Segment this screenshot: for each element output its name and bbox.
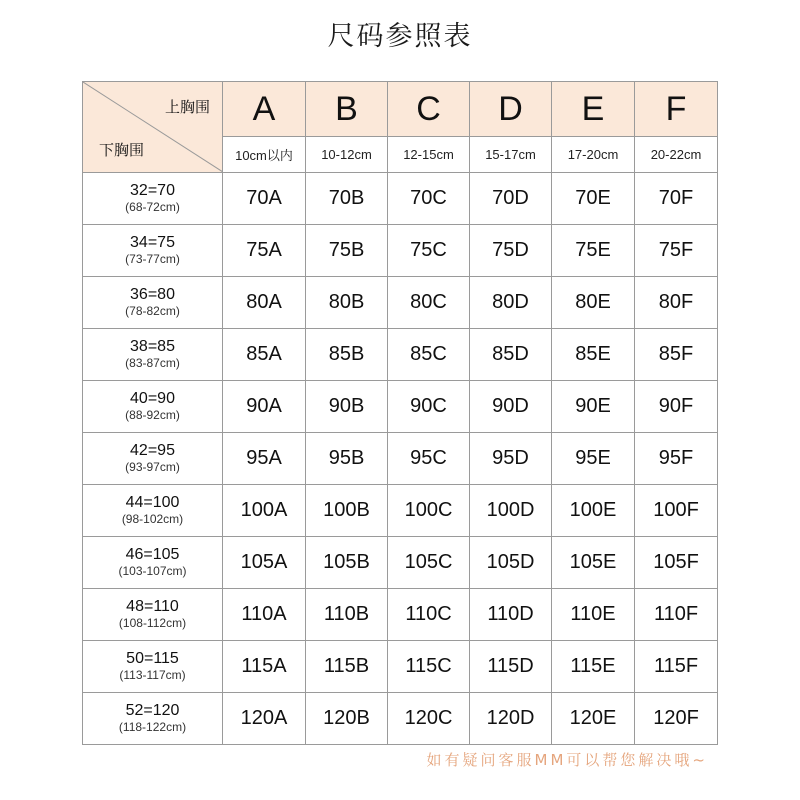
size-cell: 70D <box>470 173 552 225</box>
size-cell: 80D <box>470 277 552 329</box>
size-cell: 110B <box>306 589 388 641</box>
band-size-label: 32=70 <box>130 181 175 199</box>
size-cell: 115D <box>470 641 552 693</box>
table-row <box>83 485 718 537</box>
cup-letter-c: C <box>388 82 470 137</box>
cup-range-c: 12-15cm <box>388 137 470 173</box>
size-cell: 70E <box>552 173 635 225</box>
table-row <box>83 589 718 641</box>
size-cell: 120A <box>223 693 306 745</box>
band-size-label: 48=110 <box>126 597 179 615</box>
size-cell: 95E <box>552 433 635 485</box>
size-cell: 75E <box>552 225 635 277</box>
band-size-label: 46=105 <box>125 545 180 563</box>
size-cell: 85E <box>552 329 635 381</box>
cup-range-e: 17-20cm <box>552 137 635 173</box>
size-cell: 100B <box>306 485 388 537</box>
size-cell: 105C <box>388 537 470 589</box>
cup-range-a: 10cm以内 <box>223 137 306 173</box>
size-cell: 70B <box>306 173 388 225</box>
size-cell: 75B <box>306 225 388 277</box>
under-bust-label: 下胸围 <box>99 141 145 159</box>
size-cell: 95B <box>306 433 388 485</box>
size-cell: 110F <box>635 589 718 641</box>
table-row <box>83 225 718 277</box>
size-cell: 80B <box>306 277 388 329</box>
size-cell: 115C <box>388 641 470 693</box>
table-row <box>83 329 718 381</box>
band-range-label: (83-87cm) <box>125 356 180 371</box>
size-cell: 85F <box>635 329 718 381</box>
size-cell: 100F <box>635 485 718 537</box>
band-size-label: 50=115 <box>126 649 179 667</box>
size-cell: 115A <box>223 641 306 693</box>
cup-letter-d: D <box>470 82 552 137</box>
band-size-label: 34=75 <box>130 233 175 251</box>
size-cell: 85B <box>306 329 388 381</box>
band-size-cell <box>83 641 223 693</box>
cup-range-f: 20-22cm <box>635 137 718 173</box>
size-cell: 120B <box>306 693 388 745</box>
table-row <box>83 173 718 225</box>
size-cell: 75A <box>223 225 306 277</box>
size-cell: 115B <box>306 641 388 693</box>
size-cell: 105A <box>223 537 306 589</box>
size-cell: 70F <box>635 173 718 225</box>
size-cell: 90E <box>552 381 635 433</box>
size-cell: 85C <box>388 329 470 381</box>
table-row <box>83 641 718 693</box>
size-cell: 90B <box>306 381 388 433</box>
size-cell: 100D <box>470 485 552 537</box>
band-range-label: (118-122cm) <box>118 720 187 735</box>
size-cell: 120F <box>635 693 718 745</box>
size-cell: 105E <box>552 537 635 589</box>
cup-range-d: 15-17cm <box>470 137 552 173</box>
band-size-cell <box>83 485 223 537</box>
size-cell: 95F <box>635 433 718 485</box>
size-cell: 115E <box>552 641 635 693</box>
size-cell: 75D <box>470 225 552 277</box>
cup-letter-a: A <box>223 82 306 137</box>
band-size-cell <box>83 173 223 225</box>
table-row <box>83 277 718 329</box>
band-range-label: (78-82cm) <box>125 304 180 319</box>
band-size-cell <box>83 537 223 589</box>
band-size-label: 44=100 <box>125 493 180 511</box>
size-cell: 80E <box>552 277 635 329</box>
size-cell: 95A <box>223 433 306 485</box>
size-cell: 90C <box>388 381 470 433</box>
size-cell: 120D <box>470 693 552 745</box>
size-cell: 70A <box>223 173 306 225</box>
size-cell: 110E <box>552 589 635 641</box>
band-range-label: (88-92cm) <box>125 408 180 423</box>
band-size-cell <box>83 589 223 641</box>
band-size-label: 38=85 <box>130 337 175 355</box>
band-range-label: (113-117cm) <box>119 668 186 683</box>
size-cell: 105B <box>306 537 388 589</box>
size-cell: 95C <box>388 433 470 485</box>
size-cell: 110A <box>223 589 306 641</box>
size-cell: 90D <box>470 381 552 433</box>
band-size-label: 42=95 <box>130 441 175 459</box>
size-cell: 120C <box>388 693 470 745</box>
page-title: 尺码参照表 <box>327 21 473 52</box>
band-size-cell <box>83 693 223 745</box>
band-size-label: 40=90 <box>130 389 175 407</box>
size-cell: 90A <box>223 381 306 433</box>
band-size-cell <box>83 329 223 381</box>
size-cell: 70C <box>388 173 470 225</box>
size-cell: 80F <box>635 277 718 329</box>
band-range-label: (73-77cm) <box>125 252 180 267</box>
size-cell: 75F <box>635 225 718 277</box>
cup-range-b: 10-12cm <box>306 137 388 173</box>
band-size-cell <box>83 433 223 485</box>
size-cell: 85D <box>470 329 552 381</box>
header-letter-row <box>83 82 718 137</box>
size-chart-table <box>82 81 718 745</box>
size-cell: 110C <box>388 589 470 641</box>
footer-note: 如有疑问客服MM可以帮您解决哦~ <box>426 751 708 769</box>
size-cell: 110D <box>470 589 552 641</box>
table-row <box>83 381 718 433</box>
band-range-label: (93-97cm) <box>125 460 180 475</box>
size-cell: 90F <box>635 381 718 433</box>
cup-letter-b: B <box>306 82 388 137</box>
size-cell: 75C <box>388 225 470 277</box>
size-cell: 95D <box>470 433 552 485</box>
band-size-cell <box>83 381 223 433</box>
size-cell: 85A <box>223 329 306 381</box>
table-row <box>83 433 718 485</box>
size-cell: 105D <box>470 537 552 589</box>
band-range-label: (108-112cm) <box>118 616 187 631</box>
band-size-cell <box>83 277 223 329</box>
table-row <box>83 537 718 589</box>
size-cell: 100C <box>388 485 470 537</box>
band-size-label: 36=80 <box>130 285 175 303</box>
cup-letter-e: E <box>552 82 635 137</box>
cup-letter-f: F <box>635 82 718 137</box>
size-cell: 100A <box>223 485 306 537</box>
size-cell: 80A <box>223 277 306 329</box>
size-cell: 120E <box>552 693 635 745</box>
band-range-label: (68-72cm) <box>125 200 180 215</box>
upper-bust-label: 上胸围 <box>164 98 210 116</box>
band-range-label: (103-107cm) <box>118 564 187 579</box>
size-cell: 100E <box>552 485 635 537</box>
size-cell: 80C <box>388 277 470 329</box>
band-size-label: 52=120 <box>125 701 180 719</box>
size-cell: 105F <box>635 537 718 589</box>
band-range-label: (98-102cm) <box>121 512 184 527</box>
corner-header-cell <box>83 82 223 173</box>
table-row <box>83 693 718 745</box>
band-size-cell <box>83 225 223 277</box>
size-cell: 115F <box>635 641 718 693</box>
